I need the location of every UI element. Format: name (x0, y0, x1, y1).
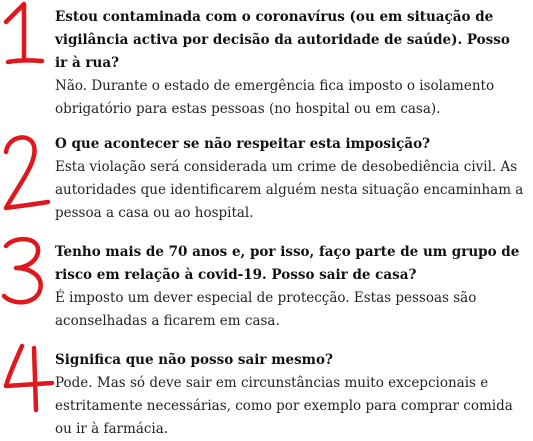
faq-answer: Pode. Mas só deve sair em circunstâncias muito excepcionais e estritamente necessárias, como por exemplo para comprar comida ou ir à farmácia. (55, 375, 513, 437)
faq-item (55, 133, 525, 225)
faq-answer: Esta violação será considerada um crime de desobediência civil. As autoridades que identificarem alguém nesta situação encaminham a pessoa a casa ou ao hospital. (55, 159, 524, 221)
faq-question: Significa que não posso sair mesmo? (55, 352, 333, 368)
faq-item (55, 6, 525, 121)
faq-question: Tenho mais de 70 anos e, por isso, faço parte de um grupo de risco em relação à covid-19. Posso sair de casa? (55, 244, 520, 283)
handwritten-number-2-icon (0, 128, 50, 218)
faq-answer: É imposto um dever especial de protecção. Estas pessoas são aconselhadas a ficarem em casa. (55, 290, 477, 329)
faq-item (55, 349, 525, 441)
handwritten-number-1-icon (0, 0, 50, 70)
handwritten-number-3-icon (0, 232, 50, 312)
faq-answer: Não. Durante o estado de emergência fica imposto o isolamento obrigatório para estas pessoas (no hospital ou em casa). (55, 78, 495, 117)
faq-item (55, 241, 525, 333)
faq-question: Estou contaminada com o coronavírus (ou em situação de vigilância activa por decisão da autoridade de saúde). Posso ir à rua? (55, 9, 510, 71)
handwritten-number-4-icon (0, 342, 55, 412)
faq-question: O que acontecer se não respeitar esta imposição? (55, 136, 430, 152)
